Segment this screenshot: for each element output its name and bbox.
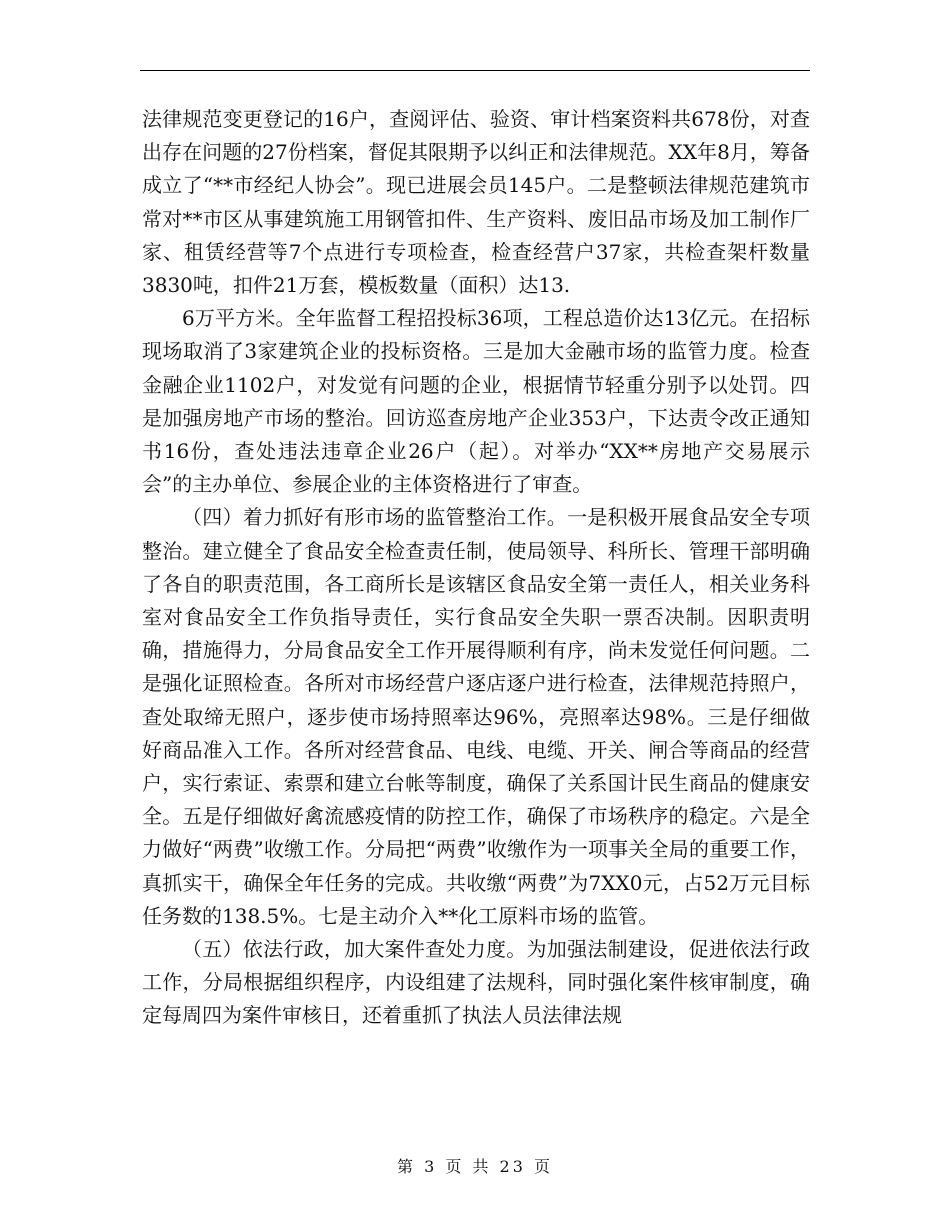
page-footer: 第 3 页 共 23 页 — [397, 1157, 553, 1176]
paragraph-4: （五）依法行政，加大案件查处力度。为加强法制建设，促进依法行政工作，分局根据组织程序，内设组建了法规科，同时强化案件核审制度，确定每周四为案件审核日，还着重抓了执法人员法律法规 — [142, 937, 810, 1028]
paragraph-2: 6万平方米。全年监督工程招投标36项，工程总造价达13亿元。在招标现场取消了3家建筑企业的投标资格。三是加大金融市场的监管力度。检查金融企业1102户，对发觉有问题的企业，根据情节轻重分别予以处罚。四是加强房地产市场的整治。回访巡查房地产企业353户，下达责令改正通知书16份，查处违法违章企业26户（起）。对举办“XX**房地产交易展示会”的主办单位、参展企业的主体资格进行了审查。 — [142, 306, 810, 497]
paragraph-3: （四）着力抓好有形市场的监管整治工作。一是积极开展食品安全专项整治。建立健全了食品安全检查责任制，使局领导、科所长、管理干部明确了各自的职责范围，各工商所长是该辖区食品安全第一责任人，相关业务科室对食品安全工作负指导责任，实行食品安全失职一票否决制。因职责明确，措施得力，分局食品安全工作开展得顺利有序，尚未发觉任何问题。二是强化证照检查。各所对市场经营户逐店逐户进行检查，法律规范持照户，查处取缔无照户，逐步使市场持照率达96%，亮照率达98%。三是仔细做好商品准入工作。各所对经营食品、电线、电缆、开关、闸合等商品的经营户，实行索证、索票和建立台帐等制度，确保了关系国计民生商品的健康安全。五是仔细做好禽流感疫情的防控工作，确保了市场秩序的稳定。六是全力做好“两费”收缴工作。分局把“两费”收缴作为一项事关全局的重要工作，真抓实干，确保全年任务的完成。共收缴“两费”为7XX0元，占52万元目标任务数的138.5%。七是主动介入**化工原料市场的监管。 — [142, 505, 810, 928]
paragraph-1: 法律规范变更登记的16户，查阅评估、验资、审计档案资料共678份，对查出存在问题的27份档案，督促其限期予以纠正和法律规范。XX年8月，筹备成立了“**市经纪人协会”。现已进展会员145户。二是整顿法律规范建筑市常对**市区从事建筑施工用钢管扣件、生产资料、废旧品市场及加工制作厂家、租赁经营等7个点进行专项检查，检查经营户37家，共检查架杆数量3830吨，扣件21万套，模板数量（面积）达13. — [142, 107, 810, 298]
document-body — [142, 103, 810, 1033]
header-rule — [140, 70, 810, 71]
